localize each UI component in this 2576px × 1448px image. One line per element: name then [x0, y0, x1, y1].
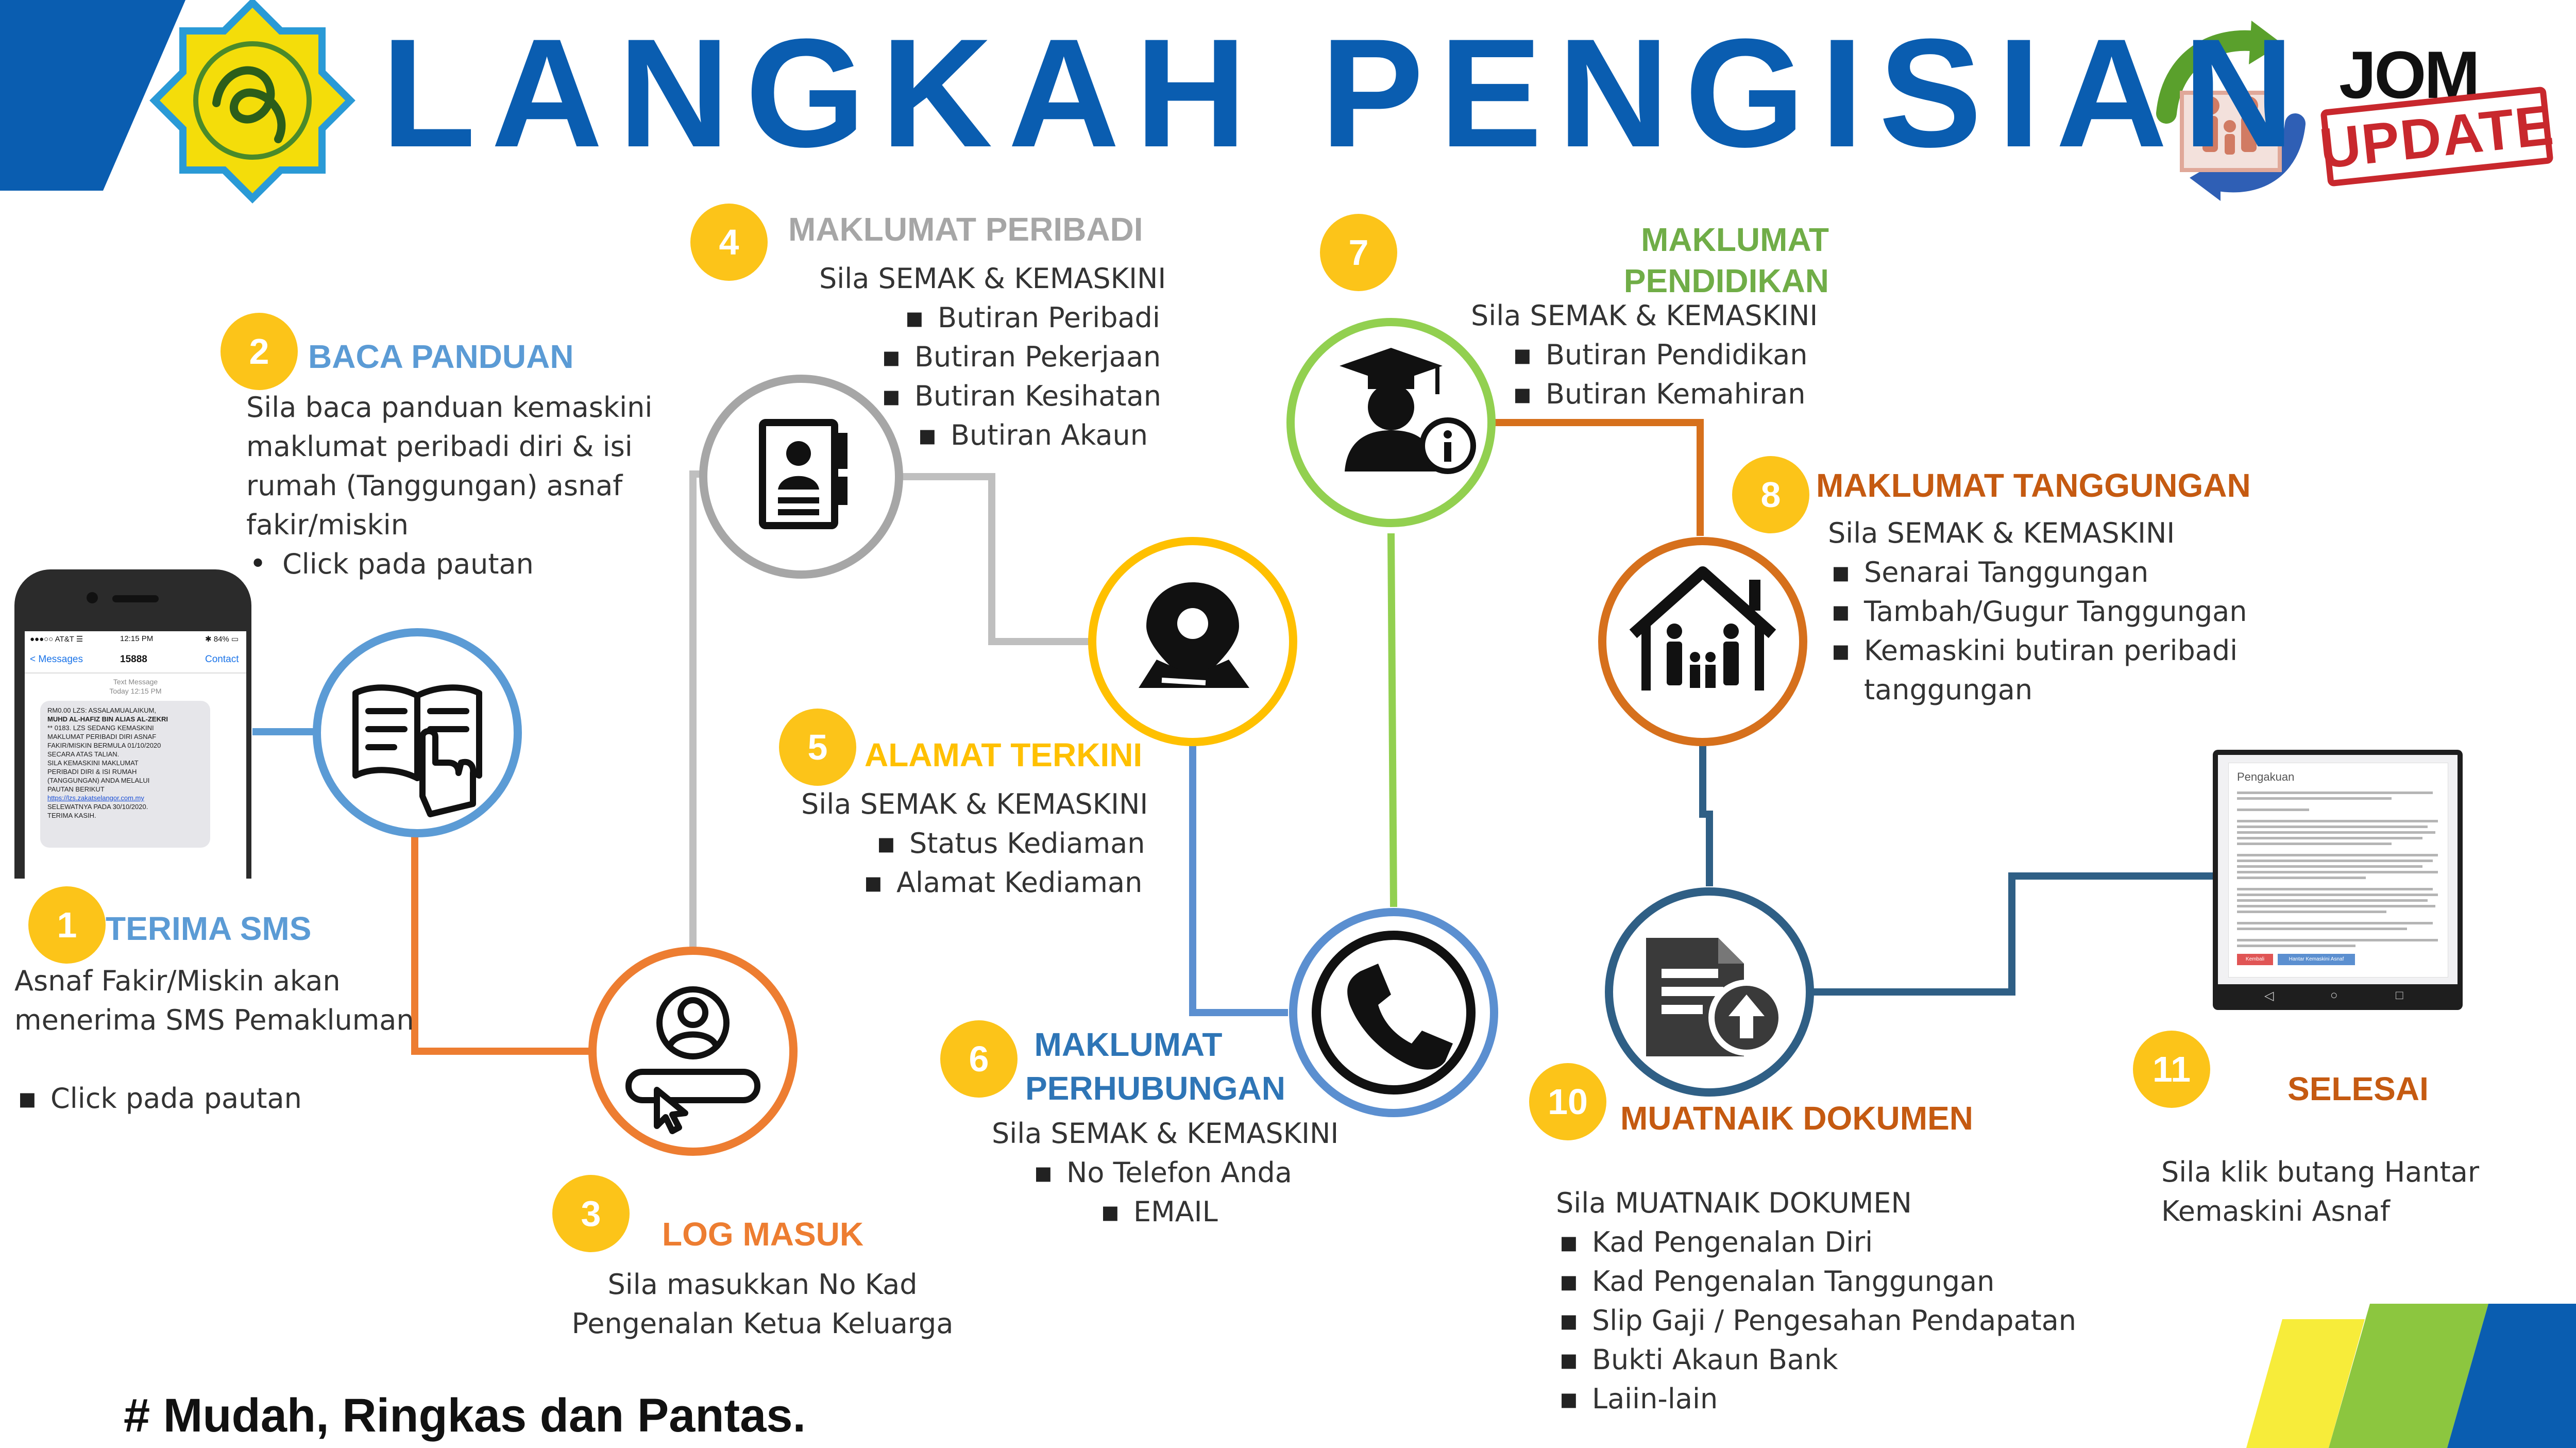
connector-graduate-to-house: [1492, 423, 1700, 536]
jom-label: JOM: [2339, 37, 2478, 112]
step-8-bullet-2: ▪ Tambah/Gugur Tanggungan: [1828, 592, 2247, 631]
nav-home-icon[interactable]: ○: [2330, 988, 2338, 1002]
step-1-line-2: menerima SMS Pemakluman: [14, 1004, 414, 1036]
ring-step-6: [1293, 912, 1494, 1113]
step-title-11: SELESAI: [2287, 1070, 2429, 1107]
nav-back-icon[interactable]: ◁: [2264, 989, 2274, 1003]
update-label: UPDATE: [2316, 92, 2557, 181]
form-text-line: [2237, 831, 2435, 834]
step-badge-7: 7: [1320, 214, 1397, 291]
step-5-bullet-1: ▪ Status Kediaman: [873, 824, 1148, 863]
step-6-title-line-1: MAKLUMAT: [1034, 1026, 1223, 1063]
sms-line: (TANGGUNGAN) ANDA MELALUI: [47, 777, 150, 784]
sms-line: SILA KEMASKINI MAKLUMAT: [47, 759, 139, 767]
zakat-logo-icon: [155, 3, 350, 198]
form-heading: Pengakuan: [2237, 770, 2295, 783]
step-8-line-1: Sila SEMAK & KEMASKINI: [1828, 517, 2175, 549]
form-text-line: [2237, 826, 2428, 828]
step-4-bullet-1: ▪ Butiran Peribadi: [902, 298, 1166, 338]
form-screen: [2218, 755, 2458, 984]
phone-mockup: [14, 569, 251, 879]
form-text-line: [2237, 860, 2433, 862]
step-4-bullet-4: ▪ Butiran Akaun: [914, 416, 1166, 455]
step-7-line-1: Sila SEMAK & KEMASKINI: [1471, 299, 1818, 332]
form-text-line: [2237, 877, 2366, 879]
sms-line: MUHD AL-HAFIZ BIN ALIAS AL-ZEKRI: [47, 715, 168, 723]
step-11-line-1: Sila klik butang Hantar: [2161, 1156, 2480, 1188]
step-2-line-1: Sila baca panduan kemaskini: [246, 391, 653, 424]
step-4-bullet-2: ▪ Butiran Pekerjaan: [878, 338, 1166, 377]
sms-line: PERIBADI DIRI & ISI RUMAH: [47, 768, 137, 776]
connector-book-to-login: [415, 835, 595, 1051]
step-5-bullet-2: ▪ Alamat Kediaman: [860, 863, 1148, 902]
step-title-1: TERIMA SMS: [106, 910, 312, 947]
step-1-bullet-1: ▪ Click pada pautan: [14, 1079, 414, 1118]
form-text-line: [2237, 911, 2386, 913]
step-text-3: [556, 1265, 969, 1343]
sms-line: RM0.00 LZS: ASSALAMUALAIKUM,: [47, 706, 156, 714]
messages-back-link[interactable]: < Messages: [30, 654, 83, 665]
step-11-line-2: Kemaskini Asnaf: [2161, 1195, 2390, 1227]
step-badge-10: 10: [1529, 1063, 1606, 1140]
sms-line: FAKIR/MISKIN BERMULA 01/10/2020: [47, 742, 161, 749]
connector-login-to-profile: [693, 474, 721, 951]
phone-statusbar: [25, 631, 246, 647]
step-2-line-2: maklumat peribadi diri & isi: [246, 430, 633, 463]
connector-upload-to-form: [1808, 876, 2215, 992]
step-3-line-1: Sila masukkan No Kad: [607, 1268, 918, 1301]
step-10-line-1: Sila MUATNAIK DOKUMEN: [1556, 1187, 1912, 1219]
step-badge-4: 4: [690, 204, 768, 281]
form-text-line: [2237, 797, 2392, 800]
step-text-6: [992, 1114, 1338, 1232]
step-2-bullet-1[interactable]: • Click pada pautan: [246, 545, 652, 584]
form-text-line: [2237, 865, 2422, 868]
form-text-line: [2237, 792, 2433, 794]
step-text-10: [1556, 1184, 2076, 1419]
step-badge-1: 1: [28, 886, 106, 964]
step-7-title-line-2: PENDIDIKAN: [1623, 262, 1829, 299]
step-5-line-1: Sila SEMAK & KEMASKINI: [801, 788, 1148, 820]
form-text-line: [2237, 854, 2438, 856]
step-text-1: [14, 962, 414, 1118]
step-title-4: MAKLUMAT PERIBADI: [788, 211, 1143, 248]
step-text-2: [246, 388, 652, 584]
jom-update-logo: [2316, 37, 2557, 181]
form-text-line: [2237, 894, 2438, 896]
step-7-title-line-1: MAKLUMAT: [1641, 221, 1829, 258]
connector-map-to-phone: [1193, 742, 1288, 1013]
step-2-line-3: rumah (Tanggungan) asnaf: [246, 469, 623, 502]
step-text-5: [801, 785, 1148, 902]
step-title-2: BACA PANDUAN: [308, 338, 574, 375]
form-text-line: [2237, 888, 2433, 890]
form-text-line: [2237, 939, 2438, 941]
connector-house-to-upload: [1703, 742, 1709, 886]
form-text-line: [2237, 922, 2433, 924]
step-badge-3: 3: [552, 1175, 630, 1252]
step-2-line-4: fakir/miskin: [246, 509, 409, 541]
form-kembali-button[interactable]: Kembali: [2237, 954, 2273, 965]
step-10-bullet-1: ▪ Kad Pengenalan Diri: [1556, 1223, 2076, 1262]
step-6-bullet-1: ▪ No Telefon Anda: [1030, 1153, 1338, 1192]
form-text-line: [2237, 843, 2392, 845]
step-badge-5: 5: [779, 709, 856, 786]
step-6-bullet-2: ▪ EMAIL: [1097, 1192, 1338, 1232]
page-title: LANGKAH PENGISIAN: [381, 6, 2310, 179]
step-text-4: [819, 259, 1166, 455]
step-title-7: [1571, 219, 1829, 301]
step-title-8: MAKLUMAT TANGGUNGAN: [1816, 467, 2251, 504]
form-screenshot: [2213, 750, 2463, 1010]
step-7-bullet-2: ▪ Butiran Kemahiran: [1510, 375, 1818, 414]
step-10-bullet-3: ▪ Slip Gaji / Pengesahan Pendapatan: [1556, 1301, 2076, 1340]
ring-step-3: [592, 951, 793, 1152]
status-battery: ✱ 84% ▭: [205, 635, 239, 644]
phone-navbar: [25, 647, 246, 674]
connector-phone-to-graduate: [1391, 533, 1394, 907]
step-3-line-2: Pengenalan Ketua Keluarga: [571, 1307, 954, 1340]
sms-bubble: [40, 701, 210, 848]
form-text-line: [2237, 905, 2435, 907]
phone-camera: [87, 592, 98, 603]
contact-link[interactable]: Contact: [205, 654, 239, 665]
step-title-3: LOG MASUK: [662, 1216, 864, 1253]
step-badge-8: 8: [1732, 456, 1809, 533]
step-badge-6: 6: [940, 1020, 1018, 1098]
android-nav-bar: [2213, 984, 2463, 1010]
step-text-8: [1828, 514, 2247, 710]
sms-line: SECARA ATAS TALIAN.: [47, 750, 120, 758]
form-hantar-button[interactable]: Hantar Kemaskini Asnaf: [2278, 954, 2355, 965]
form-text-line: [2237, 809, 2309, 811]
step-text-7: [1471, 296, 1818, 414]
nav-recent-icon[interactable]: □: [2396, 988, 2403, 1002]
step-title-5: ALAMAT TERKINI: [865, 736, 1143, 773]
step-8-bullet-3-cont: tanggungan: [1864, 674, 2033, 706]
thread-time: Today 12:15 PM: [109, 687, 162, 695]
form-text-line: [2237, 899, 2428, 902]
sms-line: MAKLUMAT PERIBADI DIRI ASNAF: [47, 733, 157, 740]
status-time: 12:15 PM: [120, 634, 154, 643]
form-text-line: [2237, 820, 2438, 822]
sms-line: PAUTAN BERIKUT: [47, 785, 105, 793]
step-title-6: [1025, 1023, 1285, 1110]
step-10-bullet-5: ▪ Laiin-lain: [1556, 1379, 2076, 1419]
sms-tail: [47, 802, 203, 820]
step-6-line-1: Sila SEMAK & KEMASKINI: [992, 1117, 1339, 1150]
step-4-bullet-3: ▪ Butiran Kesihatan: [878, 377, 1166, 416]
step-10-bullet-2: ▪ Kad Pengenalan Tanggungan: [1556, 1262, 2076, 1301]
thread-label: Text Message: [113, 678, 158, 686]
step-10-bullet-4: ▪ Bukti Akaun Bank: [1556, 1340, 2076, 1379]
phone-screen: [25, 631, 246, 879]
form-text-line: [2237, 871, 2438, 873]
step-8-bullet-1: ▪ Senarai Tanggungan: [1828, 553, 2247, 592]
form-text-line: [2237, 945, 2355, 947]
step-badge-2: 2: [221, 313, 298, 390]
form-text-line: [2237, 837, 2422, 839]
status-carrier: ●●●○○ AT&T ☰: [30, 635, 83, 644]
step-6-title-line-2: PERHUBUNGAN: [1025, 1070, 1285, 1107]
form-card: [2228, 763, 2448, 978]
step-4-line-1: Sila SEMAK & KEMASKINI: [819, 262, 1166, 295]
sms-text: [47, 706, 203, 794]
step-1-line-1: Asnaf Fakir/Miskin akan: [14, 965, 341, 997]
step-badge-11: 11: [2133, 1031, 2210, 1108]
sms-line: TERIMA KASIH.: [47, 812, 96, 819]
step-text-11: [2161, 1153, 2479, 1231]
form-text-line: [2237, 928, 2407, 930]
step-title-10: MUATNAIK DOKUMEN: [1620, 1100, 1973, 1137]
step-7-bullet-1: ▪ Butiran Pendidikan: [1510, 335, 1818, 375]
sender-number: 15888: [120, 654, 147, 665]
tagline: # Mudah, Ringkas dan Pantas.: [124, 1389, 806, 1442]
phone-speaker: [112, 595, 159, 602]
sms-line: SELEWATNYA PADA 30/10/2020.: [47, 803, 148, 811]
step-8-bullet-3: ▪ Kemaskini butiran peribadi: [1828, 631, 2247, 670]
sms-link[interactable]: https://lzs.zakatselangor.com.my: [47, 794, 144, 802]
sms-line: ** 0183. LZS SEDANG KEMASKINI: [47, 724, 154, 732]
connector-profile-to-map: [896, 477, 1091, 642]
